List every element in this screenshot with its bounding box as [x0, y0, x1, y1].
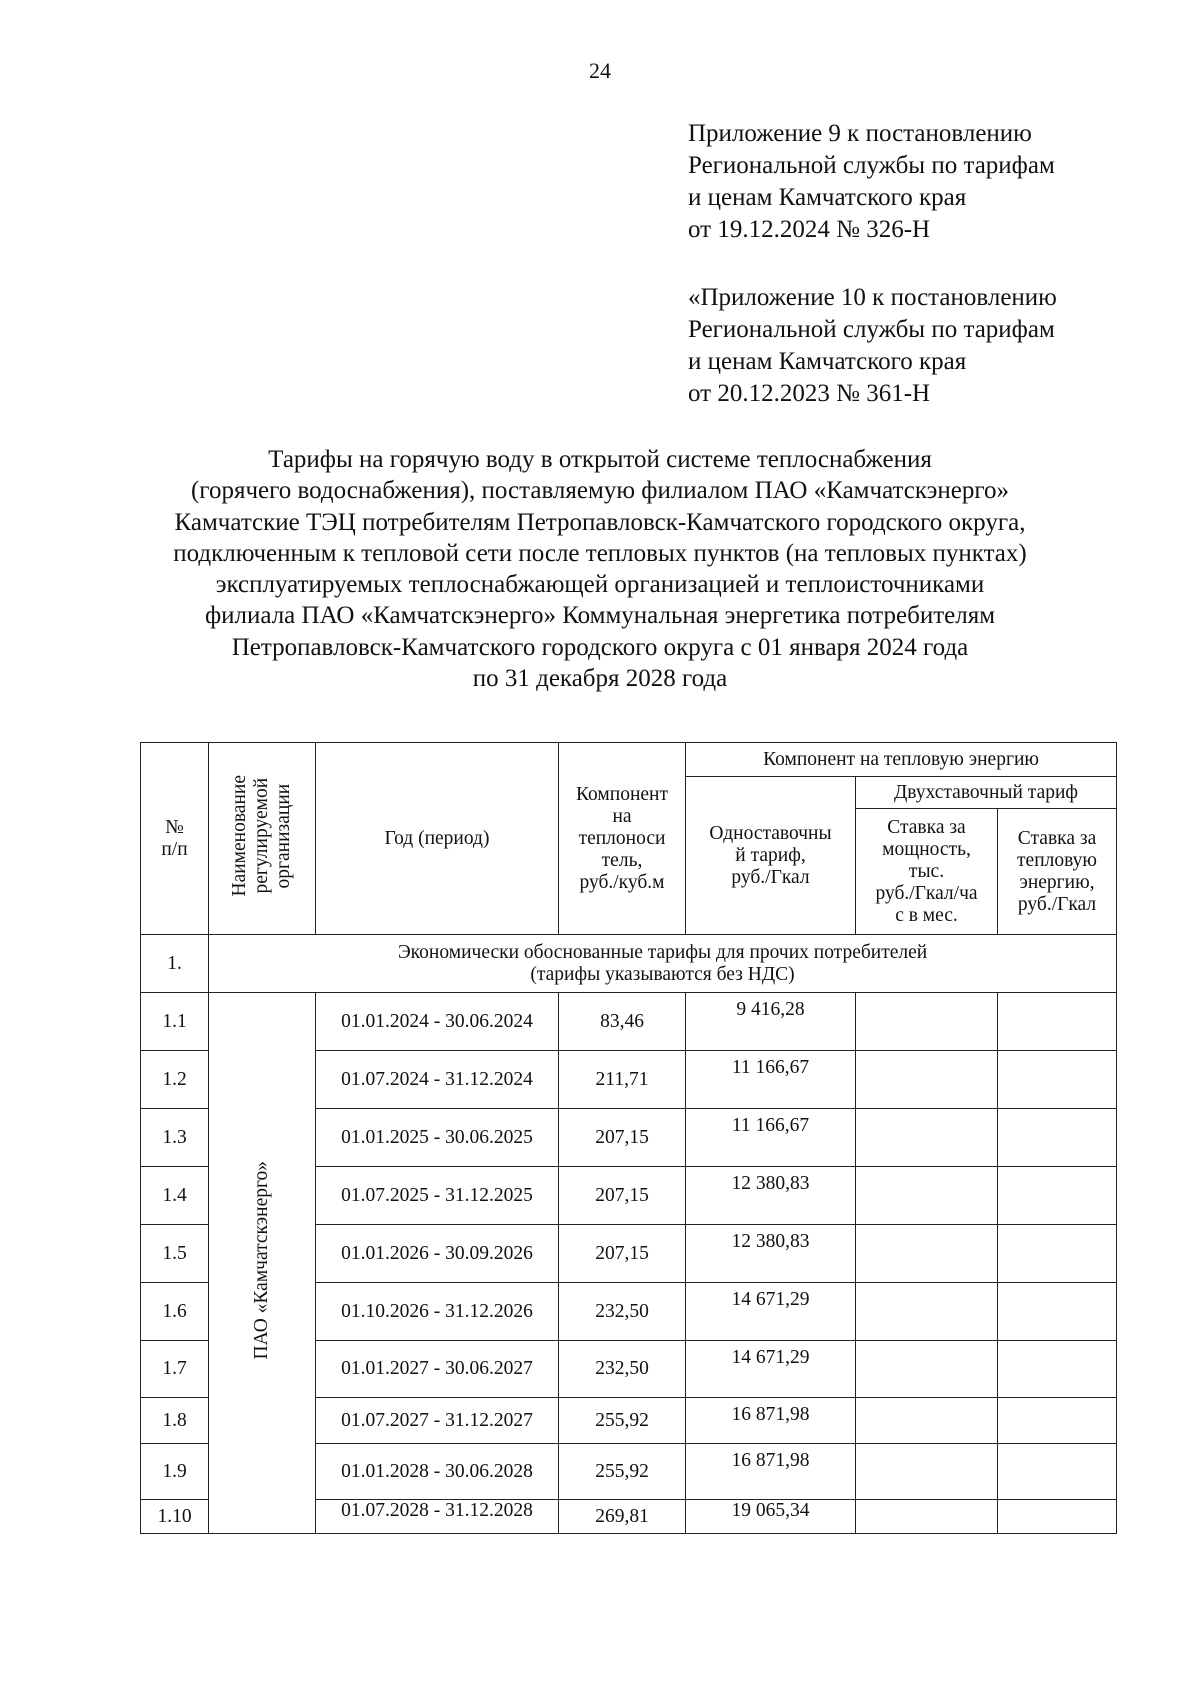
- header-single-rate: [686, 777, 856, 935]
- title-line: Петропавловск-Камчатского городского округа с 01 января 2024 года: [231, 633, 969, 661]
- row-capacity-rate: [856, 1051, 998, 1109]
- row-energy-rate: [998, 993, 1117, 1051]
- row-period: 01.07.2024 - 31.12.2024: [316, 1051, 559, 1109]
- appendix-line: Региональной службы по тарифам: [688, 316, 1055, 343]
- appendix-current-block: [688, 118, 1128, 246]
- row-capacity-rate: [856, 1341, 998, 1398]
- header-organization-text: [229, 775, 295, 897]
- row-energy-rate: [998, 1225, 1117, 1283]
- header-organization: [209, 743, 316, 935]
- row-carrier: 255,92: [559, 1444, 686, 1500]
- row-single-rate: 16 871,98: [686, 1444, 856, 1500]
- header-capacity-line: Ставка за: [887, 816, 966, 838]
- header-org-line: регулируемой: [251, 777, 272, 894]
- header-carrier-line: Компонент: [576, 783, 668, 805]
- title-line: филиала ПАО «Камчатскэнерго» Коммунальная энергетика потребителям: [204, 602, 996, 630]
- row-carrier: 211,71: [559, 1051, 686, 1109]
- row-num: 1.4: [141, 1167, 209, 1225]
- header-capacity-line: тыс.: [908, 860, 945, 882]
- header-capacity-rate: [856, 809, 998, 935]
- row-num: 1.7: [141, 1341, 209, 1398]
- appendix-line: Региональной службы по тарифам: [688, 152, 1055, 179]
- header-capacity-line: мощность,: [882, 838, 971, 860]
- row-num: 1.6: [141, 1283, 209, 1341]
- title-line: эксплуатируемых теплоснабжающей организацией и теплоисточниками: [215, 571, 985, 599]
- section-num: 1.: [141, 935, 209, 993]
- row-carrier: 232,50: [559, 1341, 686, 1398]
- header-energy-line: тепловую: [1017, 849, 1097, 871]
- row-carrier: 207,15: [559, 1167, 686, 1225]
- organization-name: ПАО «Камчатскэнерго»: [251, 1160, 272, 1360]
- document-title: [100, 444, 1100, 694]
- appendix-line: от 19.12.2024 № 326-Н: [688, 216, 931, 243]
- row-period: 01.07.2027 - 31.12.2027: [316, 1398, 559, 1444]
- header-num-line: п/п: [161, 838, 188, 860]
- row-capacity-rate: [856, 993, 998, 1051]
- title-line: Тарифы на горячую воду в открытой системе теплоснабжения: [268, 446, 932, 473]
- title-line: по 31 декабря 2028 года: [472, 665, 728, 693]
- row-capacity-rate: [856, 1398, 998, 1444]
- row-carrier: 83,46: [559, 993, 686, 1051]
- row-carrier: 207,15: [559, 1225, 686, 1283]
- row-period: 01.01.2026 - 30.09.2026: [316, 1225, 559, 1283]
- row-energy-rate: [998, 1341, 1117, 1398]
- row-energy-rate: [998, 1051, 1117, 1109]
- row-num: 1.1: [141, 993, 209, 1051]
- header-carrier: [559, 743, 686, 935]
- row-single-rate: 9 416,28: [686, 993, 856, 1051]
- row-capacity-rate: [856, 1225, 998, 1283]
- row-num: 1.3: [141, 1109, 209, 1167]
- row-carrier: 269,81: [559, 1500, 686, 1534]
- row-period: 01.10.2026 - 31.12.2026: [316, 1283, 559, 1341]
- organization-cell: [209, 993, 316, 1534]
- header-carrier-line: руб./куб.м: [579, 871, 665, 893]
- row-single-rate: 14 671,29: [686, 1283, 856, 1341]
- appendix-line: «Приложение 10 к постановлению: [688, 284, 1057, 311]
- row-capacity-rate: [856, 1283, 998, 1341]
- row-single-rate: 19 065,34: [686, 1500, 856, 1534]
- row-carrier: 232,50: [559, 1283, 686, 1341]
- section-title: [209, 935, 1117, 993]
- row-num: 1.9: [141, 1444, 209, 1500]
- appendix-previous-block: [688, 282, 1128, 410]
- appendix-line: и ценам Камчатского края: [688, 184, 967, 211]
- header-num-line: №: [165, 816, 184, 838]
- header-energy-line: руб./Гкал: [1017, 893, 1097, 915]
- section-title-line: Экономически обоснованные тарифы для прочих потребителей: [397, 941, 928, 963]
- header-energy-line: энергию,: [1019, 871, 1095, 893]
- row-num: 1.10: [141, 1500, 209, 1534]
- page-number: 24: [589, 58, 611, 83]
- title-line: Камчатские ТЭЦ потребителям Петропавловск-Камчатского городского округа,: [174, 508, 1026, 536]
- row-single-rate: 16 871,98: [686, 1398, 856, 1444]
- row-num: 1.2: [141, 1051, 209, 1109]
- header-period: Год (период): [316, 743, 559, 935]
- section-title-line: (тарифы указываются без НДС): [530, 963, 795, 985]
- header-capacity-line: руб./Гкал/ча: [875, 882, 978, 904]
- row-period: 01.07.2025 - 31.12.2025: [316, 1167, 559, 1225]
- header-single-line: Одноставочны: [709, 822, 832, 844]
- appendix-line: Приложение 9 к постановлению: [688, 120, 1032, 147]
- row-single-rate: 12 380,83: [686, 1167, 856, 1225]
- row-capacity-rate: [856, 1500, 998, 1534]
- row-energy-rate: [998, 1444, 1117, 1500]
- row-single-rate: 12 380,83: [686, 1225, 856, 1283]
- row-period: 01.01.2024 - 30.06.2024: [316, 993, 559, 1051]
- title-line: (горячего водоснабжения), поставляемую филиалом ПАО «Камчатскэнерго»: [190, 477, 1010, 505]
- appendix-line: и ценам Камчатского края: [688, 348, 967, 375]
- header-energy-line: Ставка за: [1017, 827, 1097, 849]
- row-num: 1.5: [141, 1225, 209, 1283]
- row-num: 1.8: [141, 1398, 209, 1444]
- row-energy-rate: [998, 1167, 1117, 1225]
- header-capacity-line: с в мес.: [895, 904, 958, 926]
- row-single-rate: 11 166,67: [686, 1109, 856, 1167]
- row-period: 01.01.2025 - 30.06.2025: [316, 1109, 559, 1167]
- header-single-line: руб./Гкал: [731, 866, 810, 888]
- row-energy-rate: [998, 1109, 1117, 1167]
- row-single-rate: 11 166,67: [686, 1051, 856, 1109]
- row-energy-rate: [998, 1500, 1117, 1534]
- header-two-part: Двухставочный тариф: [856, 777, 1117, 809]
- title-line: подключенным к тепловой сети после тепловых пунктов (на тепловых пунктах): [173, 539, 1027, 567]
- row-carrier: 207,15: [559, 1109, 686, 1167]
- header-single-line: й тариф,: [735, 844, 806, 866]
- header-carrier-line: теплоноси: [578, 827, 666, 849]
- header-org-line: Наименование: [229, 774, 250, 897]
- row-energy-rate: [998, 1398, 1117, 1444]
- row-capacity-rate: [856, 1444, 998, 1500]
- tariff-table: [140, 742, 1117, 1534]
- row-capacity-rate: [856, 1109, 998, 1167]
- header-energy-rate: [998, 809, 1117, 935]
- header-carrier-line: на: [612, 805, 632, 827]
- row-period: 01.01.2027 - 30.06.2027: [316, 1341, 559, 1398]
- row-single-rate: 14 671,29: [686, 1341, 856, 1398]
- row-capacity-rate: [856, 1167, 998, 1225]
- header-org-line: организации: [273, 783, 294, 888]
- table-row: [141, 993, 1117, 1051]
- row-period: 01.07.2028 - 31.12.2028: [316, 1500, 559, 1534]
- row-carrier: 255,92: [559, 1398, 686, 1444]
- appendix-line: от 20.12.2023 № 361-Н: [688, 380, 931, 407]
- header-carrier-line: тель,: [601, 849, 643, 871]
- row-energy-rate: [998, 1283, 1117, 1341]
- header-heat-group: Компонент на тепловую энергию: [686, 743, 1117, 777]
- header-num: [141, 743, 209, 935]
- row-period: 01.01.2028 - 30.06.2028: [316, 1444, 559, 1500]
